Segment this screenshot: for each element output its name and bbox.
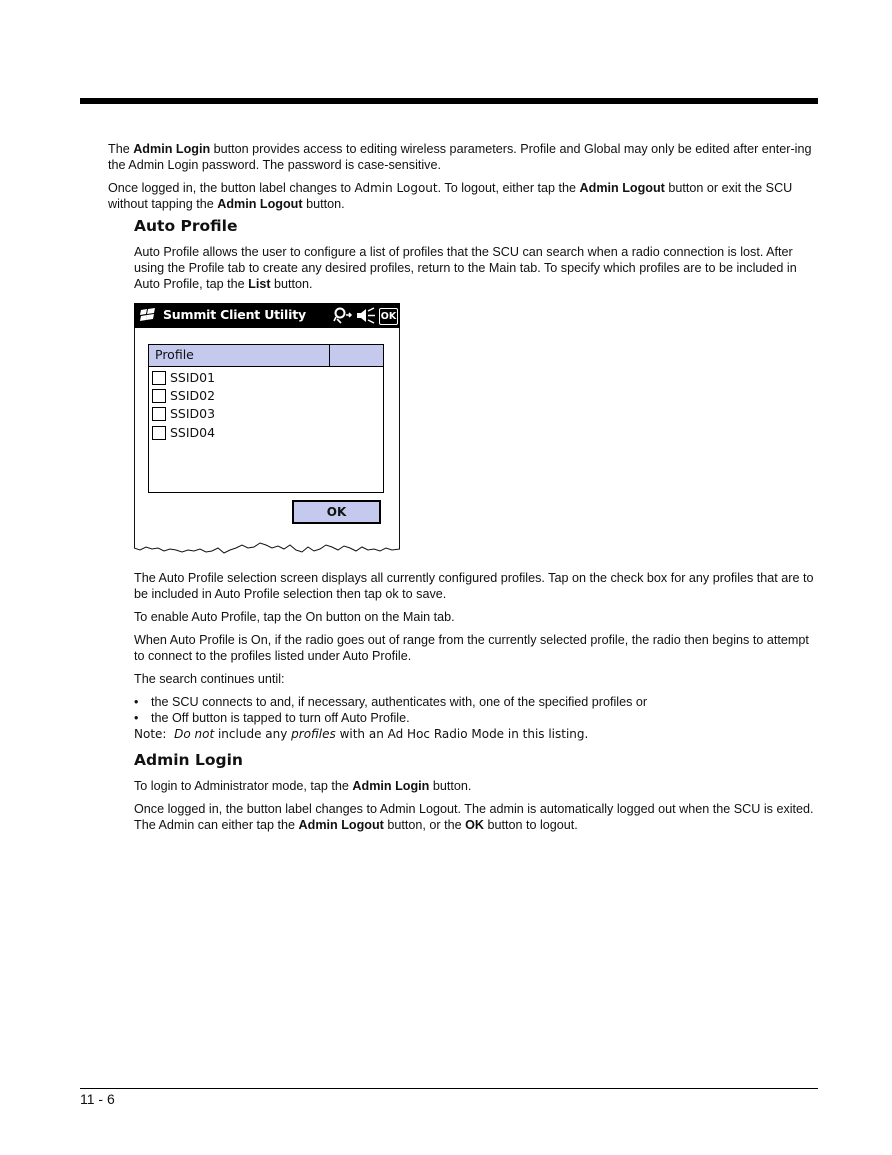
list-item[interactable]: SSID02: [152, 387, 352, 405]
admin-login-heading: Admin Login: [134, 751, 243, 769]
intro-paragraph-2: Once logged in, the button label changes to Admin Logout. To logout, either tap the Admin Logout button or exit the SCU without tapping the Admin Logout button.: [108, 181, 793, 211]
auto-profile-paragraph-3: To enable Auto Profile, tap the On button on the Main tab.: [134, 610, 455, 624]
torn-edge: [134, 539, 400, 557]
app-title: Summit Client Utility: [163, 307, 306, 322]
auto-profile-paragraph-1: Auto Profile allows the user to configure a list of profiles that the SCU can search when a radio connection is lost. After using the Profile tab to create any desired profiles, return to the Main tab. To specify which profiles are to be included in Auto Profile, tap the List button.: [134, 245, 797, 291]
intro-section: [108, 141, 820, 219]
note: Note: Do not include any profiles with an Ad Hoc Radio Mode in this listing.: [134, 727, 589, 741]
list-item[interactable]: SSID01: [152, 369, 352, 387]
admin-login-paragraph-2: Once logged in, the button label changes to Admin Logout. The admin is automatically logged out when the SCU is exited. The Admin can either tap the Admin Logout button, or the OK button to logout.: [134, 802, 814, 832]
device-screenshot: [134, 303, 400, 557]
list-item[interactable]: SSID03: [152, 405, 352, 423]
list-item: • the Off button is tapped to turn off Auto Profile.: [134, 711, 410, 725]
windows-start-icon[interactable]: [140, 307, 156, 323]
footer-rule: [80, 1088, 818, 1089]
auto-profile-paragraph-5: The search continues until:: [134, 672, 285, 686]
checkbox[interactable]: [152, 371, 166, 385]
ok-button[interactable]: OK: [292, 500, 381, 524]
ok-titlebar-button[interactable]: OK: [379, 308, 398, 325]
intro-paragraph-1: The Admin Login button provides access to editing wireless parameters. Profile and Global may only be edited after enter-ing the Admin Login password. The password is case-sensitive.: [108, 142, 812, 172]
auto-profile-heading: Auto Profile: [134, 217, 238, 235]
auto-profile-section: [134, 217, 820, 299]
auto-profile-paragraph-4: When Auto Profile is On, if the radio goes out of range from the currently selected profile, the radio then begins to attempt to connect to the profiles listed under Auto Profile.: [134, 633, 809, 663]
auto-profile-details: [134, 570, 820, 840]
checkbox[interactable]: [152, 426, 166, 440]
connectivity-icon[interactable]: [333, 307, 353, 324]
list-item: • the SCU connects to and, if necessary, authenticates with, one of the specified profiles or: [134, 695, 648, 709]
header-rule: [80, 98, 818, 104]
profile-list: [148, 344, 384, 493]
admin-login-paragraph-1: To login to Administrator mode, tap the Admin Login button.: [134, 779, 472, 793]
checkbox[interactable]: [152, 389, 166, 403]
page-number: 11 - 6: [80, 1091, 115, 1107]
list-item[interactable]: SSID04: [152, 424, 352, 442]
device-title-bar: [134, 303, 400, 328]
auto-profile-paragraph-2: The Auto Profile selection screen displays all currently configured profiles. Tap on the check box for any profiles that are to be included in Auto Profile selection then tap ok to save.: [134, 571, 814, 601]
profile-list-header: [149, 345, 383, 367]
column-header-profile[interactable]: Profile: [149, 345, 330, 366]
volume-muted-icon[interactable]: [356, 307, 376, 324]
search-conditions-list: [134, 694, 820, 726]
checkbox[interactable]: [152, 407, 166, 421]
